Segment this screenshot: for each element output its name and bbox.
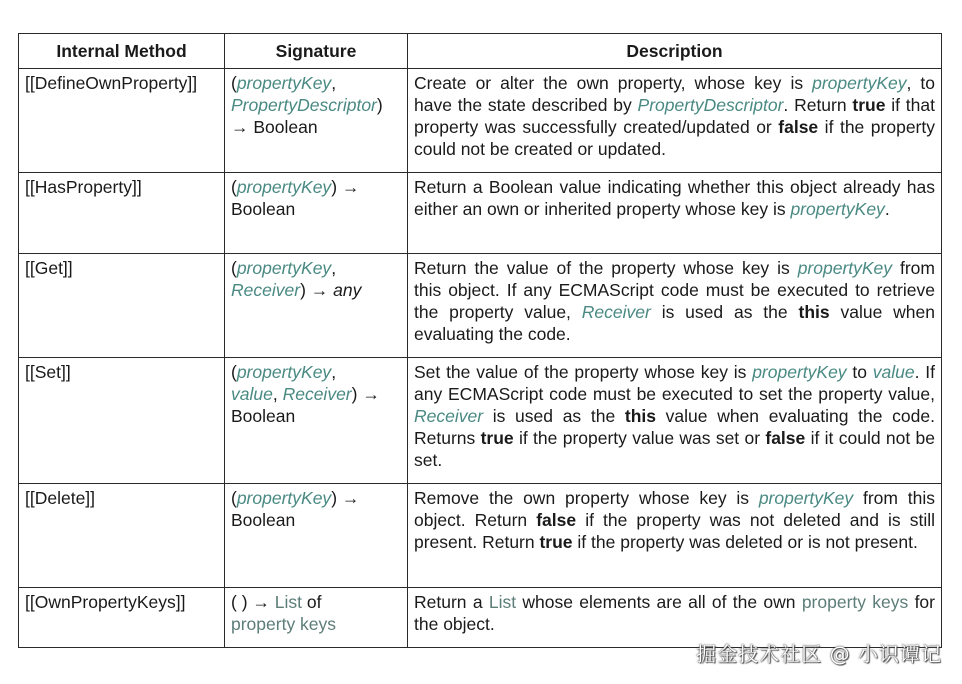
variable-term: propertyKey <box>236 488 332 508</box>
text-segment: if the property value was set or <box>513 428 766 448</box>
variable-term: Receiver <box>231 280 301 300</box>
text-segment: , <box>331 73 337 93</box>
variable-term: PropertyDescriptor <box>637 95 784 115</box>
text-segment: Remove the own property whose key is <box>414 488 759 508</box>
variable-term: propertyKey <box>236 73 332 93</box>
text-segment: if that property was successfully created/updated or <box>414 95 935 137</box>
text-segment: is used as the <box>650 302 799 322</box>
header-signature: Signature <box>225 34 408 69</box>
text-segment: Return the value of the property whose key is <box>414 258 798 278</box>
text-segment: ) → <box>351 384 380 404</box>
spec-term: property keys <box>801 592 909 612</box>
text-segment: ( ) → <box>231 592 275 612</box>
description-cell <box>408 484 942 588</box>
text-segment: Return a Boolean value indicating whether this object already has either an own or inherited property whose key is <box>414 177 935 219</box>
table-row <box>19 173 942 254</box>
text-segment: of <box>301 592 322 612</box>
text-segment: ( <box>231 73 237 93</box>
text-segment: ( <box>231 177 237 197</box>
text-segment: if the property was deleted or is not present. <box>572 532 918 552</box>
variable-term: propertyKey <box>236 258 332 278</box>
variable-term: propertyKey <box>812 73 907 93</box>
text-segment: . <box>884 199 890 219</box>
variable-term: propertyKey <box>236 362 332 382</box>
text-segment: ( <box>231 362 237 382</box>
method-name: [[DefineOwnProperty]] <box>19 69 225 173</box>
signature-cell <box>225 69 408 173</box>
variable-term: propertyKey <box>790 199 885 219</box>
text-segment: to <box>846 362 873 382</box>
signature-cell <box>225 484 408 588</box>
text-segment: . If any ECMAScript code must be executed to set the property value, <box>414 362 935 404</box>
text-segment: ) → <box>331 177 360 197</box>
method-name: [[HasProperty]] <box>19 173 225 254</box>
description-cell <box>408 358 942 484</box>
variable-term: propertyKey <box>752 362 847 382</box>
text-segment: from this object. If any ECMAScript code must be executed to retrieve the property value, <box>414 258 935 322</box>
variable-term: PropertyDescriptor <box>231 95 377 115</box>
keyword-term: this <box>798 302 830 322</box>
text-segment: whose elements are all of the own <box>516 592 802 612</box>
description-cell <box>408 254 942 358</box>
method-name: [[Set]] <box>19 358 225 484</box>
text-segment: from this object. Return <box>414 488 935 530</box>
text-segment: ) <box>376 95 383 115</box>
watermark: 掘金技术社区 @ 小识谭记 <box>696 642 942 666</box>
text-segment: Boolean <box>231 199 296 219</box>
signature-cell <box>225 588 408 648</box>
variable-term: propertyKey <box>236 177 332 197</box>
text-segment: is used as the <box>483 406 625 426</box>
method-name: [[Get]] <box>19 254 225 358</box>
header-description: Description <box>408 34 942 69</box>
text-segment: Boolean <box>231 510 296 530</box>
keyword-term: true <box>539 532 573 552</box>
variable-term: Receiver <box>581 302 651 322</box>
text-segment: , <box>331 258 337 278</box>
description-cell <box>408 173 942 254</box>
text-segment: . Return <box>783 95 853 115</box>
header-internal-method: Internal Method <box>19 34 225 69</box>
description-cell <box>408 69 942 173</box>
table-row <box>19 358 942 484</box>
signature-cell <box>225 173 408 254</box>
spec-term: List <box>488 592 517 612</box>
text-segment: , to have the state described by <box>414 73 935 115</box>
table-row <box>19 69 942 173</box>
variable-term: Receiver <box>414 406 484 426</box>
keyword-term: true <box>480 428 514 448</box>
variable-term: value <box>231 384 273 404</box>
text-segment: Return a <box>414 592 489 612</box>
text-segment: ( <box>231 258 237 278</box>
method-name: [[Delete]] <box>19 484 225 588</box>
text-segment: if the property was not deleted and is still present. Return <box>414 510 935 552</box>
text-segment: Create or alter the own property, whose key is <box>414 73 813 93</box>
text-segment: ( <box>231 488 237 508</box>
text-segment: value when evaluating the code. <box>414 302 935 344</box>
variable-term: propertyKey <box>758 488 854 508</box>
text-segment: if it could not be set. <box>414 428 935 470</box>
text-segment: value when evaluating the code. Returns <box>414 406 935 448</box>
variable-term: propertyKey <box>797 258 893 278</box>
table-header-row <box>19 34 942 69</box>
text-segment: Set the value of the property whose key is <box>414 362 753 382</box>
table-row <box>19 254 942 358</box>
text-segment: ) → <box>300 280 334 300</box>
text-segment: ) → <box>331 488 360 508</box>
keyword-term: false <box>536 510 577 530</box>
variable-term: value <box>872 362 915 382</box>
text-segment: , <box>272 384 283 404</box>
text-segment: for the object. <box>414 592 935 634</box>
text-segment: Boolean <box>231 406 296 426</box>
text-segment: , <box>331 362 337 382</box>
text-segment: any <box>333 280 362 300</box>
signature-cell <box>225 254 408 358</box>
signature-cell <box>225 358 408 484</box>
text-segment: → Boolean <box>231 117 318 137</box>
keyword-term: true <box>852 95 886 115</box>
keyword-term: false <box>778 117 819 137</box>
keyword-term: this <box>624 406 656 426</box>
keyword-term: false <box>765 428 806 448</box>
text-segment: if the property could not be created or updated. <box>414 117 935 159</box>
internal-methods-table <box>18 33 942 648</box>
method-name: [[OwnPropertyKeys]] <box>19 588 225 648</box>
variable-term: Receiver <box>282 384 352 404</box>
spec-term: List <box>274 592 302 612</box>
table-row <box>19 484 942 588</box>
spec-term: property keys <box>231 614 337 634</box>
